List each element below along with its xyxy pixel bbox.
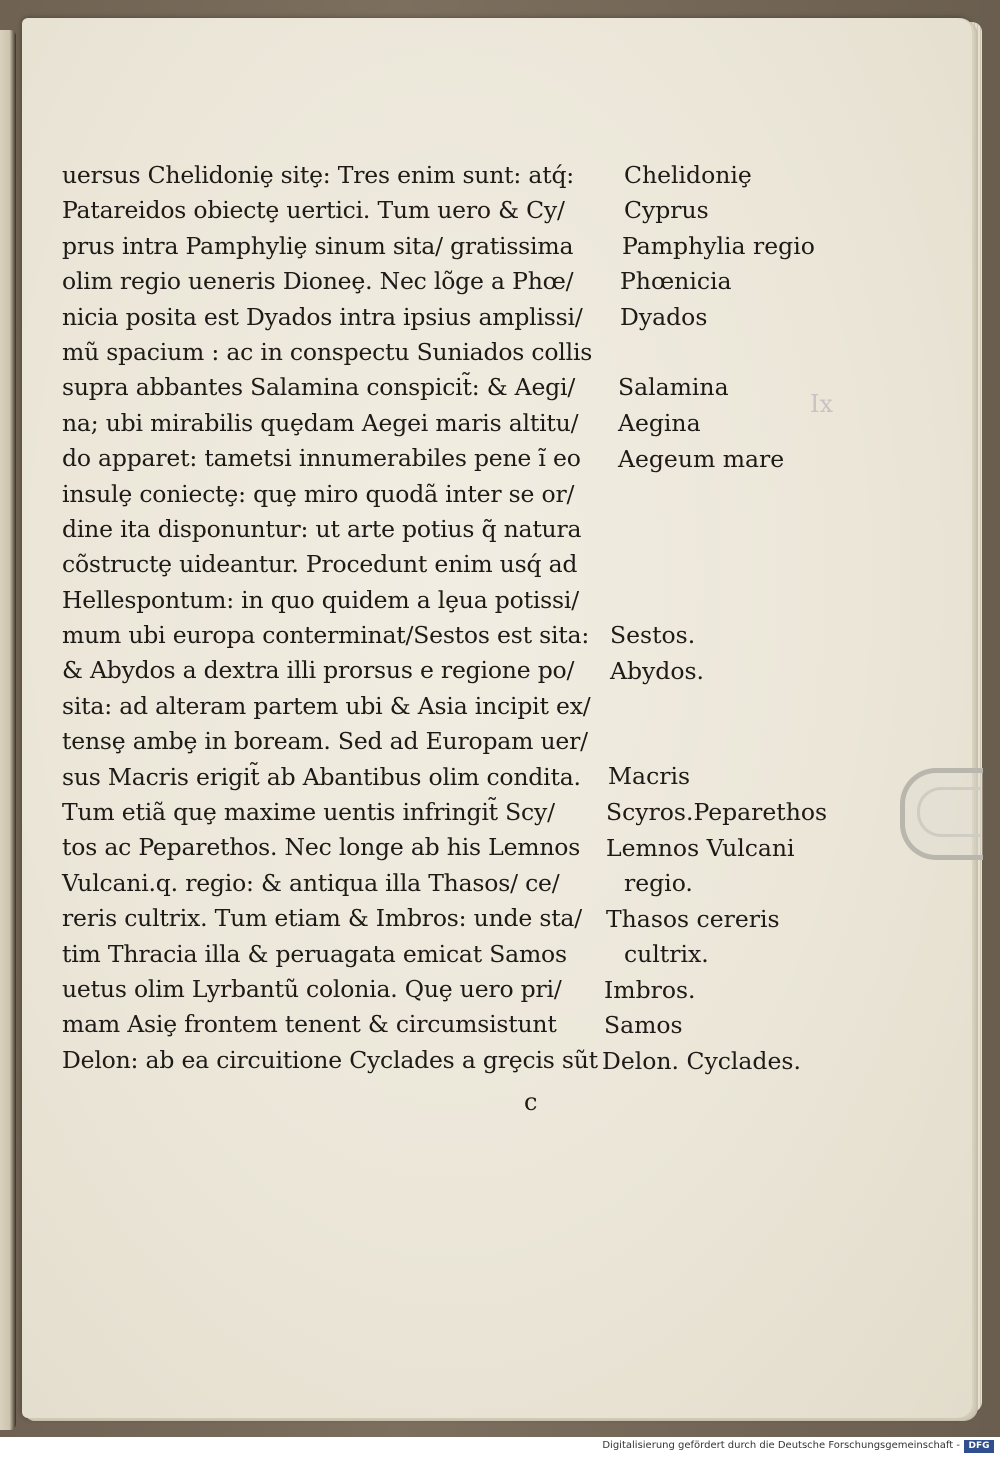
text-line: mam Asiȩ frontem tenent & circumsistunt [62, 1010, 557, 1039]
margin-note: Aegina [618, 409, 701, 437]
margin-note: cultrix. [624, 940, 709, 968]
text-line: Tum etiã quȩ maxime uentis infringit̃ Scy/ [62, 798, 555, 827]
text-line: sita: ad alteram partem ubi & Asia incipit ex/ [62, 691, 591, 720]
margin-note: regio. [624, 869, 693, 897]
margin-note: Cyprus [624, 196, 709, 224]
margin-note: Delon. Cyclades. [602, 1047, 801, 1075]
margin-note: Phœnicia [620, 267, 732, 295]
text-line: uersus Chelidoniȩ sitȩ: Tres enim sunt: atq́: [62, 161, 575, 189]
main-text-block [62, 158, 602, 1078]
margin-note: Dyados [620, 303, 708, 331]
text-line: tos ac Peparethos. Nec longe ab his Lemnos [62, 833, 581, 862]
text-line: insulȩ coniectȩ: quȩ miro quodã inter se or/ [62, 479, 575, 508]
text-line: nicia posita est Dyados intra ipsius amplissi/ [62, 302, 583, 331]
text-line: supra abbantes Salamina conspicit̃: & Aegi/ [62, 373, 576, 402]
text-line: tensȩ ambȩ in boream. Sed ad Europam uer/ [62, 727, 588, 756]
text-line: tim Thracia illa & peruagata emicat Samos [62, 939, 567, 968]
text-line: Vulcani.q. regio: & antiqua illa Thasos/ ce/ [62, 868, 560, 897]
text-line: cõstructȩ uideantur. Procedunt enim usq́ ad [62, 550, 578, 579]
margin-note: Samos [604, 1011, 683, 1039]
text-line: olim regio ueneris Dioneȩ. Nec lõge a Phœ/ [62, 267, 574, 296]
margin-note: Macris [608, 762, 691, 790]
margin-note: Lemnos Vulcani [606, 834, 795, 862]
text-line: reris cultrix. Tum etiam & Imbros: unde sta/ [62, 904, 582, 933]
text-line: mum ubi europa conterminat/Sestos est sita: [62, 621, 590, 650]
margin-note: Sestos. [610, 621, 696, 649]
text-line: prus intra Pamphyliȩ sinum sita/ gratissima [62, 231, 574, 260]
margin-note: Pamphylia regio [622, 232, 815, 260]
text-line: Delon: ab ea circuitione Cyclades a grȩcis sũt [62, 1045, 598, 1074]
text-line: do apparet: tametsi innumerabiles pene ĩ eo [62, 444, 581, 473]
text-line: mũ spacium : ac in conspectu Suniados collis [62, 337, 593, 366]
text-line: uetus olim Lyrbantũ colonia. Quȩ uero pri/ [62, 974, 562, 1003]
margin-note: Salamina [618, 373, 729, 401]
margin-note: Abydos. [610, 657, 705, 685]
page-clip [900, 768, 983, 860]
margin-note: Aegeum mare [618, 445, 785, 473]
footer-credit: Digitalisierung gefördert durch die Deutsche Forschungsgemeinschaft - [602, 1440, 960, 1451]
text-line: na; ubi mirabilis quȩdam Aegei maris altitu/ [62, 408, 579, 437]
text-line: sus Macris erigit̃ ab Abantibus olim condita. [62, 762, 581, 791]
text-line: & Abydos a dextra illi prorsus e regione po/ [62, 656, 575, 685]
previous-page-edge [0, 30, 16, 1430]
margin-note: Chelidoniȩ [624, 161, 752, 189]
margin-note: Thasos cereris [606, 905, 780, 933]
margin-note: Scyros.Peparethos [606, 798, 828, 826]
text-line: Patareidos obiectȩ uertici. Tum uero & Cy/ [62, 196, 565, 225]
text-line: Hellespontum: in quo quidem a lȩua potissi/ [62, 585, 579, 614]
show-through-text: Ix [810, 390, 834, 418]
dfg-logo[interactable]: DFG [964, 1440, 994, 1453]
margin-note: Imbros. [604, 976, 696, 1004]
text-line: dine ita disponuntur: ut arte potius q̃ natura [62, 514, 582, 543]
signature-mark: c [524, 1088, 538, 1116]
